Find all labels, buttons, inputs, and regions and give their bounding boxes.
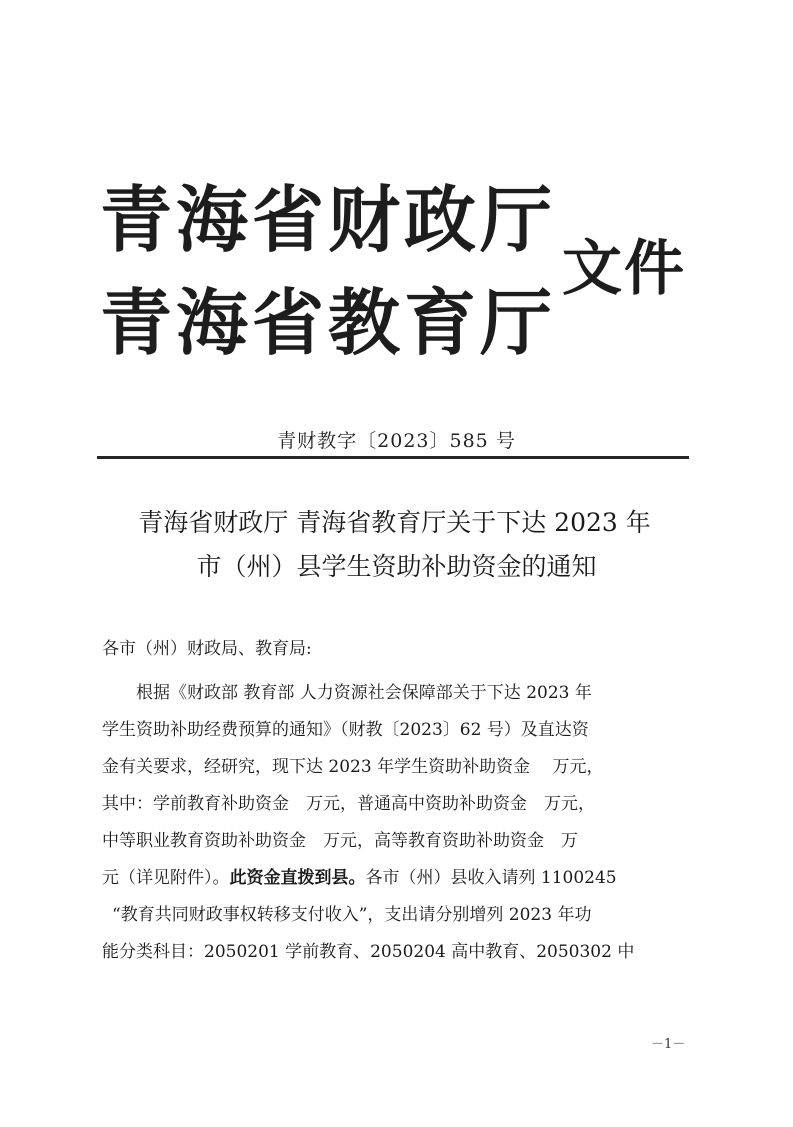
body-line-5: 中等职业教育资助补助资金 万元，高等教育资助补助资金 万	[102, 831, 578, 851]
issuer-finance-department: 青海省财政厅	[100, 178, 557, 262]
body-line-6	[102, 866, 617, 890]
body-line-3: 金有关要求，经研究，现下达 2023 年学生资助补助资金 万元，	[102, 757, 604, 777]
body-line-6-start: 元（详见附件）。	[102, 868, 230, 888]
header-divider	[97, 456, 689, 459]
body-line-1: 根据《财政部 教育部 人力资源社会保障部关于下达 2023 年	[136, 683, 592, 703]
document-number: 青财教字〔2023〕585 号	[277, 430, 516, 452]
body-line-2: 学生资助补助经费预算的通知》（财教〔2023〕62 号）及直达资	[102, 720, 589, 740]
body-line-4: 其中：学前教育补助资金 万元，普通高中资助补助资金 万元，	[102, 794, 595, 814]
document-type-label: 文件	[562, 234, 686, 304]
page-number: －1－	[651, 1037, 686, 1052]
direct-allocation-emphasis: 此资金直拨到县。	[229, 868, 366, 888]
body-line-6-end: 各市（州）县收入请列 1100245	[365, 868, 617, 888]
issuer-education-department: 青海省教育厅	[100, 281, 557, 365]
salutation: 各市（州）财政局、教育局:	[102, 639, 312, 659]
body-line-7: “教育共同财政事权转移支付收入”，支出请分别增列 2023 年功	[112, 905, 592, 925]
document-title-line-2: 市（州）县学生资助补助资金的通知	[196, 552, 597, 581]
body-line-8: 能分类科目：2050201 学前教育、2050204 高中教育、2050302 中	[102, 942, 635, 962]
document-title-line-1: 青海省财政厅 青海省教育厅关于下达 2023 年	[138, 508, 651, 537]
